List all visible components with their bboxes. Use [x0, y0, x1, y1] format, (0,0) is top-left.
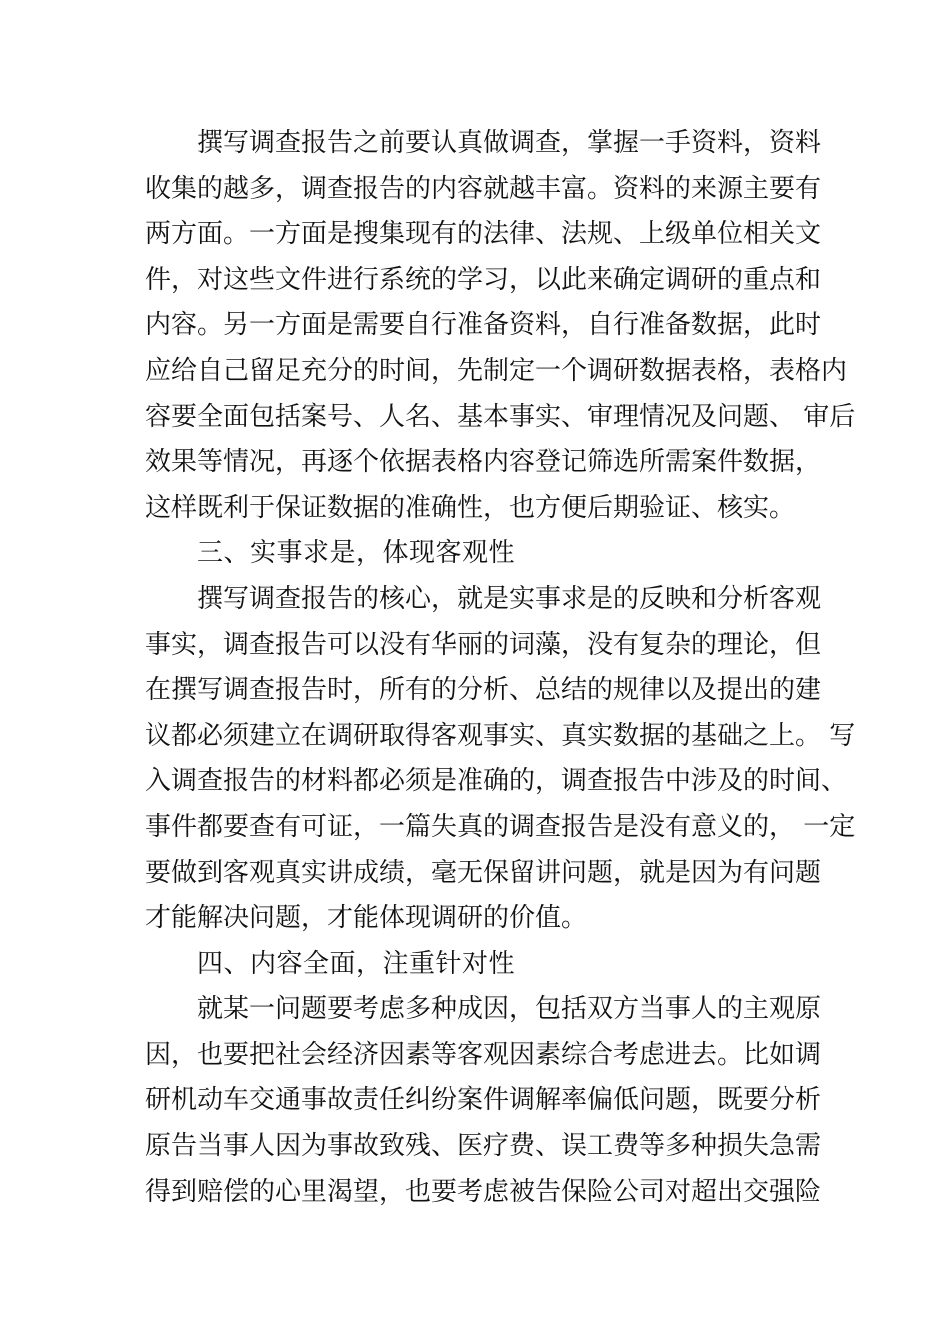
paragraph-line: 容要全面包括案号、人名、基本事实、审理情况及问题、 审后 [145, 401, 856, 432]
paragraph-line: 事件都要查有可证，一篇失真的调查报告是没有意义的， 一定 [145, 811, 856, 842]
paragraph-line: 这样既利于保证数据的准确性，也方便后期验证、核实。 [145, 492, 796, 523]
paragraph-line: 两方面。一方面是搜集现有的法律、法规、上级单位相关文 [145, 219, 822, 250]
paragraph-line: 内容。另一方面是需要自行准备资料，自行准备数据，此时 [145, 310, 822, 341]
paragraph-line: 撰写调查报告的核心，就是实事求是的反映和分析客观 [197, 583, 822, 614]
paragraph-line: 应给自己留足充分的时间，先制定一个调研数据表格，表格内 [145, 355, 848, 386]
paragraph-line: 入调查报告的材料都必须是准确的，调查报告中涉及的时间、 [145, 766, 848, 797]
paragraph-line: 收集的越多，调查报告的内容就越丰富。资料的来源主要有 [145, 173, 822, 204]
paragraph-line: 事实，调查报告可以没有华丽的词藻，没有复杂的理论，但 [145, 629, 822, 660]
paragraph-line: 件，对这些文件进行系统的学习，以此来确定调研的重点和 [145, 264, 822, 295]
paragraph-line: 在撰写调查报告时，所有的分析、总结的规律以及提出的建 [145, 675, 822, 706]
paragraph-line: 撰写调查报告之前要认真做调查，掌握一手资料，资料 [197, 128, 822, 158]
paragraph-line: 原告当事人因为事故致残、医疗费、误工费等多种损失急需 [145, 1131, 822, 1162]
paragraph-line: 得到赔偿的心里渴望，也要考虑被告保险公司对超出交强险 [145, 1176, 822, 1207]
paragraph-line: 效果等情况，再逐个依据表格内容登记筛选所需案件数据， [145, 447, 822, 478]
paragraph-line: 议都必须建立在调研取得客观事实、真实数据的基础之上。 写 [145, 720, 856, 751]
paragraph-line: 才能解决问题，才能体现调研的价值。 [145, 903, 588, 934]
paragraph-line: 要做到客观真实讲成绩，毫无保留讲问题，就是因为有问题 [145, 857, 822, 888]
paragraph-line: 因，也要把社会经济因素等客观因素综合考虑进去。比如调 [145, 1039, 822, 1070]
paragraph-line: 就某一问题要考虑多种成因，包括双方当事人的主观原 [197, 994, 822, 1025]
document-body [145, 121, 856, 1215]
paragraph-line: 研机动车交通事故责任纠纷案件调解率偏低问题，既要分析 [145, 1085, 822, 1116]
section-heading: 四、内容全面，注重针对性 [197, 948, 516, 979]
section-heading: 三、实事求是，体现客观性 [197, 538, 516, 569]
